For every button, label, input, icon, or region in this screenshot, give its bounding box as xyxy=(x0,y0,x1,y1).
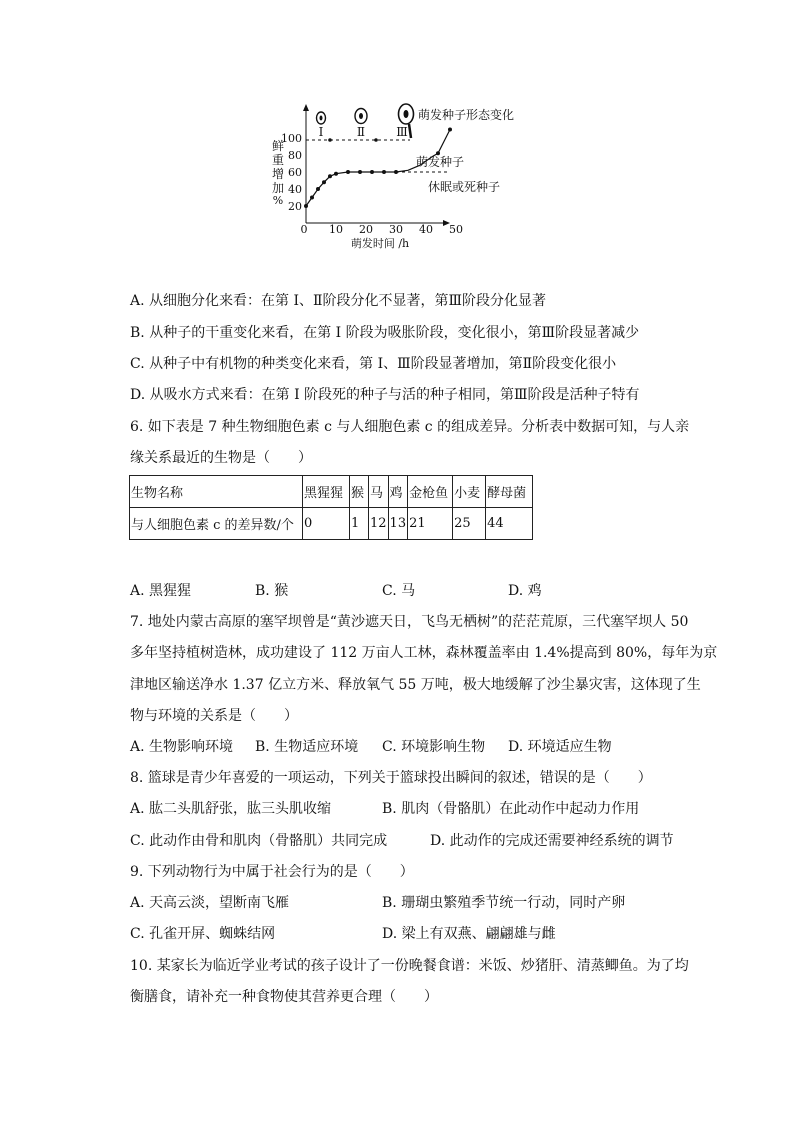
stage-dot xyxy=(328,138,332,142)
q7-option-c: C. 环境影响生物 xyxy=(382,739,486,755)
x-tick-label: 10 xyxy=(329,223,343,236)
origin-label: 0 xyxy=(300,223,308,236)
table-row xyxy=(130,508,533,540)
x-tick-label: 40 xyxy=(419,223,433,236)
data-point xyxy=(448,128,452,132)
data-point xyxy=(334,172,338,176)
data-point xyxy=(436,151,440,155)
table-cell: 马 xyxy=(369,476,389,508)
q9-option-b: B. 珊瑚虫繁殖季节统一行动，同时产卵 xyxy=(382,895,626,911)
table-cell: 25 xyxy=(453,508,486,540)
q6-option-a: A. 黑猩猩 xyxy=(130,583,192,599)
data-point xyxy=(304,204,308,208)
table-cell: 1 xyxy=(350,508,369,540)
q7-option-a: A. 生物影响环境 xyxy=(130,739,234,755)
y-label-char: % xyxy=(272,194,284,207)
q7-stem-line3: 津地区输送净水 1.37 亿立方米、释放氧气 55 万吨，极大地缓解了沙尘暴灾害，这体现了生 xyxy=(130,677,701,693)
data-point xyxy=(370,170,374,174)
table-cell: 金枪鱼 xyxy=(408,476,453,508)
table-header-row xyxy=(130,476,533,508)
seed-stage-1-icon xyxy=(317,112,326,124)
table-cell: 44 xyxy=(486,508,533,540)
q8-option-a: A. 肱二头肌舒张，肱三头肌收缩 xyxy=(130,801,332,817)
q9-option-c: C. 孔雀开屏、蜘蛛结网 xyxy=(130,926,276,942)
stage-label: Ⅱ xyxy=(356,125,366,139)
stage-label: Ⅲ xyxy=(396,125,408,139)
q7-option-b: B. 生物适应环境 xyxy=(255,739,359,755)
q8-option-c: C. 此动作由骨和肌肉（骨骼肌）共同完成 xyxy=(130,833,388,849)
table-cell: 生物名称 xyxy=(130,476,303,508)
q7-stem-line2: 多年坚持植树造林，成功建设了 112 万亩人工林，森林覆盖率由 1.4%提高到 80%，每年为京 xyxy=(130,645,718,661)
q5-option-a: A. 从细胞分化来看：在第 I、Ⅱ阶段分化不显著，第Ⅲ阶段分化显著 xyxy=(130,293,547,309)
q6-option-c: C. 马 xyxy=(382,583,416,599)
cytochrome-c-table xyxy=(129,475,533,540)
q6-option-b: B. 猴 xyxy=(255,583,289,599)
seed-stage-2-icon xyxy=(355,109,367,124)
x-tick-label: 30 xyxy=(389,223,403,236)
q5-option-c: C. 从种子中有机物的种类变化来看，第 I、Ⅲ阶段显著增加，第Ⅱ阶段变化很小 xyxy=(130,356,617,372)
q7-stem-line1: 7. 地处内蒙古高原的塞罕坝曾是“黄沙遮天日，飞鸟无栖树”的茫茫荒原，三代塞罕坝人 50 xyxy=(130,614,689,630)
table-cell: 黑猩猩 xyxy=(303,476,350,508)
q7-stem-line4: 物与环境的关系是（ ） xyxy=(130,708,298,724)
q8-option-b: B. 肌肉（骨骼肌）在此动作中起动力作用 xyxy=(382,801,640,817)
x-axis-title: 萌发时间 /h xyxy=(350,237,410,250)
table-cell: 13 xyxy=(388,508,408,540)
legend-morphology: 萌发种子形态变化 xyxy=(418,108,515,122)
q10-stem-line1: 10. 某家长为临近学业考试的孩子设计了一份晚餐食谱：米饭、炒猪肝、清蒸鲫鱼。为了均 xyxy=(130,958,689,974)
table-cell: 小麦 xyxy=(453,476,486,508)
data-point xyxy=(382,170,386,174)
data-point xyxy=(322,180,326,184)
q10-stem-line2: 衡膳食，请补充一种食物使其营养更合理（ ） xyxy=(130,989,438,1005)
table-cell: 与人细胞色素 c 的差异数/个 xyxy=(130,508,303,540)
x-tick-labels xyxy=(329,223,463,236)
q8-option-d: D. 此动作的完成还需要神经系统的调节 xyxy=(430,833,674,849)
stage-label: Ⅰ xyxy=(318,125,324,139)
y-tick-labels xyxy=(281,132,302,213)
data-point xyxy=(310,196,314,200)
x-tick-label: 50 xyxy=(449,223,463,236)
y-tick-label: 60 xyxy=(288,166,302,179)
legend-germinating: 萌发种子 xyxy=(416,155,465,169)
table-cell: 猴 xyxy=(350,476,369,508)
data-point xyxy=(316,187,320,191)
table-cell: 酵母菌 xyxy=(486,476,533,508)
y-tick-label: 80 xyxy=(288,149,302,162)
q9-stem: 9. 下列动物行为中属于社会行为的是（ ） xyxy=(130,864,414,880)
q5-option-b: B. 从种子的干重变化来看，在第 I 阶段为吸胀阶段，变化很小，第Ⅲ阶段显著减少 xyxy=(130,325,640,341)
q6-stem-line2: 缘关系最近的生物是（ ） xyxy=(130,450,312,466)
q9-option-d: D. 梁上有双燕、翩翩雄与雌 xyxy=(382,926,556,942)
q6-option-d: D. 鸡 xyxy=(508,583,542,599)
y-label-char: 鲜 xyxy=(271,139,285,153)
stage-dot xyxy=(374,138,378,142)
table-cell: 0 xyxy=(303,508,350,540)
q7-option-d: D. 环境适应生物 xyxy=(508,739,612,755)
y-tick-label: 100 xyxy=(281,132,302,145)
y-label-char: 重 xyxy=(271,153,285,167)
y-label-char: 加 xyxy=(271,181,285,195)
y-axis-arrow xyxy=(303,104,309,111)
table-cell: 21 xyxy=(408,508,453,540)
data-point xyxy=(328,174,332,178)
legend-dormant: 休眠或死种子 xyxy=(428,180,501,194)
y-tick-label: 20 xyxy=(288,200,302,213)
table-cell: 12 xyxy=(369,508,389,540)
q8-stem: 8. 篮球是青少年喜爱的一项运动，下列关于篮球投出瞬间的叙述，错误的是（ ） xyxy=(130,770,652,786)
y-label-char: 增 xyxy=(271,167,285,181)
table-cell: 鸡 xyxy=(388,476,408,508)
q9-option-a: A. 天高云淡，望断南飞雁 xyxy=(130,895,290,911)
q6-stem-line1: 6. 如下表是 7 种生物细胞色素 c 与人细胞色素 c 的组成差异。分析表中数据可知，与人亲 xyxy=(130,419,690,435)
y-tick-label: 40 xyxy=(288,183,302,196)
data-point xyxy=(358,170,362,174)
x-tick-label: 20 xyxy=(359,223,373,236)
data-point xyxy=(346,170,350,174)
q5-option-d: D. 从吸水方式来看：在第 I 阶段死的种子与活的种子相同，第Ⅲ阶段是活种子特有 xyxy=(130,387,640,403)
germination-chart xyxy=(260,96,550,256)
